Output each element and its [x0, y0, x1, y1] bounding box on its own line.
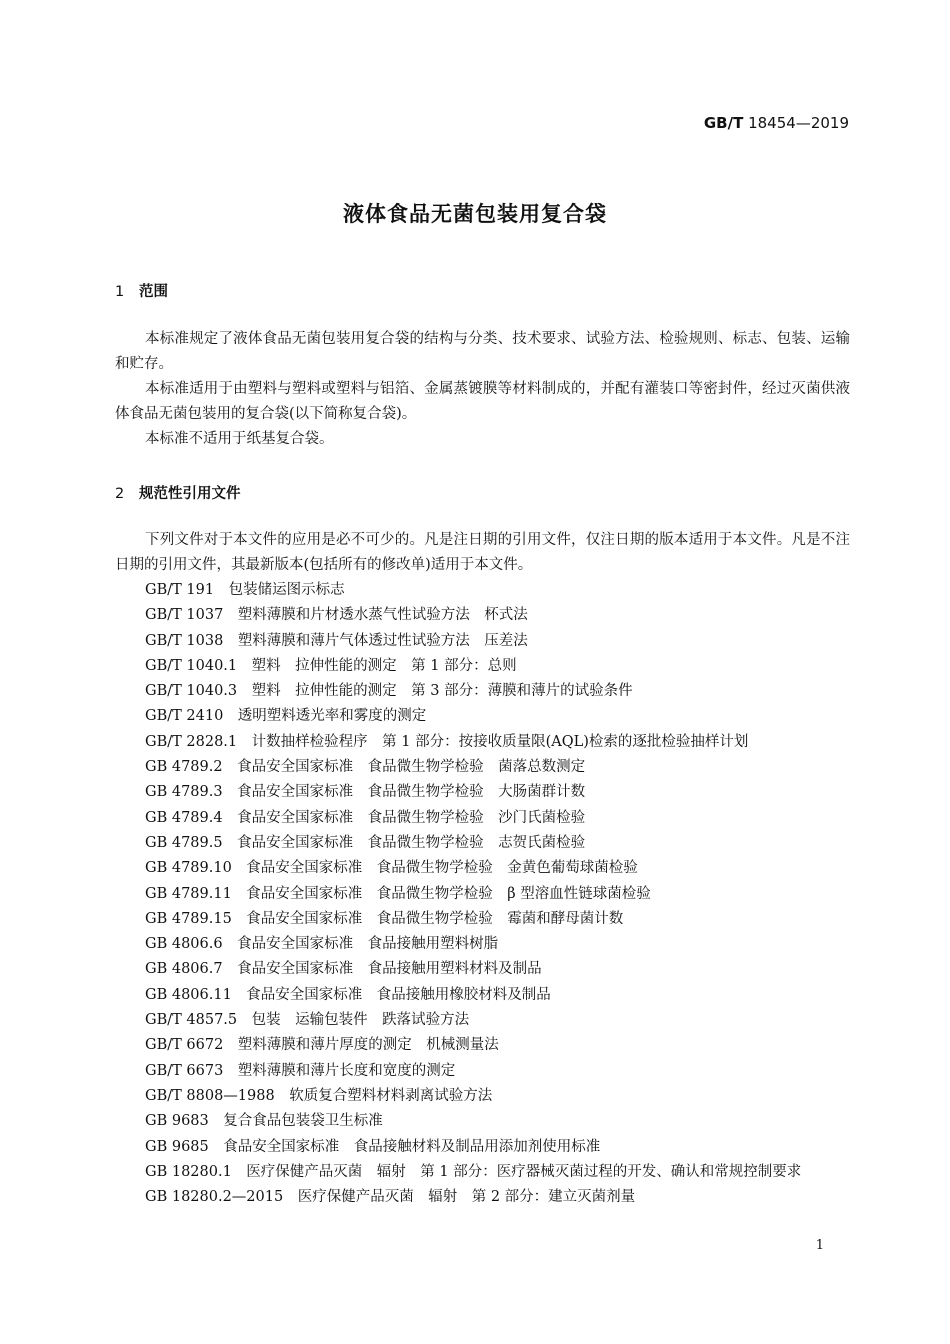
- page-number: 1: [815, 1238, 824, 1253]
- reference-item: GB 18280.2—2015 医疗保健产品灭菌 辐射 第 2 部分：建立灭菌剂量: [145, 1189, 636, 1206]
- reference-item: GB 18280.1 医疗保健产品灭菌 辐射 第 1 部分：医疗器械灭菌过程的开发、确认和常规控制要求: [145, 1163, 802, 1180]
- section-2-number: 2: [115, 486, 125, 502]
- reference-list: [115, 578, 850, 1210]
- reference-item: GB 4789.5 食品安全国家标准 食品微生物学检验 志贺氏菌检验: [145, 834, 586, 851]
- reference-item: GB 4806.6 食品安全国家标准 食品接触用塑料树脂: [145, 936, 499, 953]
- section-2-heading: [115, 482, 241, 503]
- reference-item: GB 9683 复合食品包装袋卫生标准: [145, 1113, 383, 1130]
- reference-item: GB 4789.2 食品安全国家标准 食品微生物学检验 菌落总数测定: [145, 759, 586, 776]
- document-title: 液体食品无菌包装用复合袋: [343, 202, 607, 226]
- reference-item: GB/T 1040.1 塑料 拉伸性能的测定 第 1 部分：总则: [145, 657, 517, 674]
- section-1-paragraph-1: 本标准规定了液体食品无菌包装用复合袋的结构与分类、技术要求、试验方法、检验规则、标志、包装、运输和贮存。: [115, 331, 850, 372]
- section-1-title: 范围: [139, 284, 168, 300]
- reference-item: GB 4789.10 食品安全国家标准 食品微生物学检验 金黄色葡萄球菌检验: [145, 860, 638, 877]
- reference-item: GB/T 1037 塑料薄膜和片材透水蒸气性试验方法 杯式法: [145, 607, 528, 624]
- reference-item: GB/T 2828.1 计数抽样检验程序 第 1 部分：按接收质量限(AQL)检索的逐批检验抽样计划: [145, 733, 749, 750]
- reference-item: GB/T 4857.5 包装 运输包装件 跌落试验方法: [145, 1012, 470, 1029]
- reference-item: GB 4806.7 食品安全国家标准 食品接触用塑料材料及制品: [145, 961, 542, 978]
- reference-item: GB 9685 食品安全国家标准 食品接触材料及制品用添加剂使用标准: [145, 1138, 601, 1155]
- section-1-heading: [115, 280, 168, 301]
- reference-item: GB 4789.3 食品安全国家标准 食品微生物学检验 大肠菌群计数: [145, 784, 586, 801]
- reference-item: GB/T 6672 塑料薄膜和薄片厚度的测定 机械测量法: [145, 1037, 499, 1054]
- section-1-paragraph-3: 本标准不适用于纸基复合袋。: [145, 431, 334, 447]
- reference-item: GB/T 191 包装储运图示标志: [145, 582, 345, 598]
- section-1-number: 1: [115, 284, 125, 300]
- reference-item: GB 4789.11 食品安全国家标准 食品微生物学检验 β 型溶血性链球菌检验: [145, 885, 651, 902]
- reference-item: GB 4806.11 食品安全国家标准 食品接触用橡胶材料及制品: [145, 986, 551, 1003]
- section-1-paragraph-2: 本标准适用于由塑料与塑料或塑料与铝箔、金属蒸镀膜等材料制成的，并配有灌装口等密封件，经过灭菌供液体食品无菌包装用的复合袋(以下简称复合袋)。: [115, 381, 850, 422]
- section-2-title: 规范性引用文件: [139, 486, 241, 502]
- reference-item: GB/T 2410 透明塑料透光率和雾度的测定: [145, 708, 427, 725]
- section-2-intro: 下列文件对于本文件的应用是必不可少的。凡是注日期的引用文件，仅注日期的版本适用于本文件。凡是不注日期的引用文件，其最新版本(包括所有的修改单)适用于本文件。: [115, 532, 850, 573]
- reference-item: GB/T 1038 塑料薄膜和薄片气体透过性试验方法 压差法: [145, 632, 528, 649]
- reference-item: GB 4789.15 食品安全国家标准 食品微生物学检验 霉菌和酵母菌计数: [145, 910, 624, 927]
- reference-item: GB/T 6673 塑料薄膜和薄片长度和宽度的测定: [145, 1062, 456, 1079]
- reference-item: GB/T 8808—1988 软质复合塑料材料剥离试验方法: [145, 1087, 493, 1104]
- standard-code-prefix: GB/T: [703, 114, 744, 132]
- standard-code-number: 18454—2019: [743, 114, 849, 132]
- reference-item: GB/T 1040.3 塑料 拉伸性能的测定 第 3 部分：薄膜和薄片的试验条件: [145, 683, 633, 700]
- standard-code: [704, 114, 849, 132]
- reference-item: GB 4789.4 食品安全国家标准 食品微生物学检验 沙门氏菌检验: [145, 809, 586, 826]
